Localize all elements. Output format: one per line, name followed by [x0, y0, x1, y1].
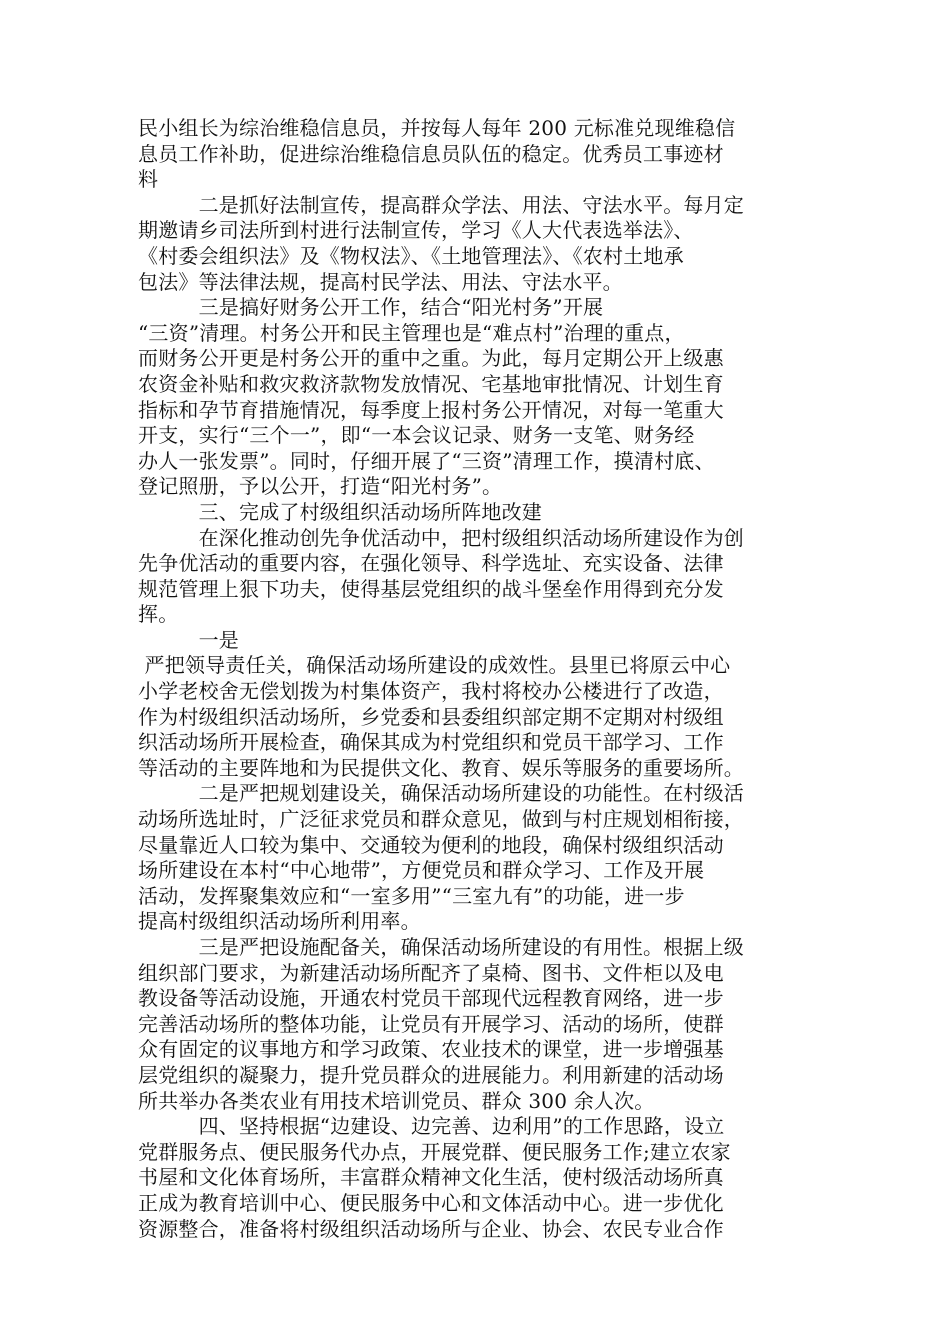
text-line: 严把领导责任关，确保活动场所建设的成效性。县里已将原云中心: [138, 653, 731, 678]
text-line: 包法》等法律法规，提高村民学法、用法、守法水平。: [138, 269, 623, 294]
text-line: 四、坚持根据“边建设、边完善、边利用”的工作思路，设立: [138, 1114, 725, 1139]
text-line: 党群服务点、便民服务代办点，开展党群、便民服务工作;建立农家: [138, 1139, 731, 1164]
text-line: 在深化推动创先争优活动中，把村级组织活动场所建设作为创: [138, 525, 744, 550]
text-line: 提高村级组织活动场所利用率。: [138, 909, 421, 934]
text-line: 层党组织的凝聚力，提升党员群众的进展能力。利用新建的活动场: [138, 1062, 724, 1087]
text-line: 正成为教育培训中心、便民服务中心和文体活动中心。进一步优化: [138, 1190, 724, 1215]
text-line: 资源整合，准备将村级组织活动场所与企业、协会、农民专业合作: [138, 1216, 724, 1241]
text-line: 活动，发挥聚集效应和“一室多用”“三室九有”的功能，进一步: [138, 883, 685, 908]
text-line: 小学老校舍无偿划拨为村集体资产，我村将校办公楼进行了改造，: [138, 679, 724, 704]
text-line: 农资金补贴和救灾救济款物发放情况、宅基地审批情况、计划生育: [138, 371, 724, 396]
text-line: 指标和孕节育措施情况，每季度上报村务公开情况，对每一笔重大: [138, 397, 724, 422]
text-line: 民小组长为综治维稳信息员，并按每人每年 200 元标准兑现维稳信: [138, 116, 736, 140]
text-line: 规范管理上狠下功夫，使得基层党组织的战斗堡垒作用得到充分发: [138, 576, 724, 601]
text-line: 二是抓好法制宣传，提高群众学法、用法、守法水平。每月定: [138, 192, 744, 217]
text-line: 作为村级组织活动场所，乡党委和县委组织部定期不定期对村级组: [138, 704, 724, 729]
text-line: “三资”清理。村务公开和民主管理也是“难点村”治理的重点，: [138, 320, 685, 345]
text-line: 三、完成了村级组织活动场所阵地改建: [138, 499, 542, 524]
text-line: 挥。: [138, 602, 179, 627]
text-line: 众有固定的议事地方和学习政策、农业技术的课堂，进一步增强基: [138, 1037, 724, 1062]
text-line: 《村委会组织法》及《物权法》、《土地管理法》、《农村土地承: [138, 243, 684, 268]
text-line: 所共举办各类农业有用技术培训党员、群众 300 余人次。: [138, 1088, 655, 1113]
text-line: 教设备等活动设施，开通农村党员干部现代远程教育网络，进一步: [138, 986, 724, 1011]
text-line: 尽量靠近人口较为集中、交通较为便利的地段，确保村级组织活动: [138, 832, 724, 857]
text-line: 开支，实行“三个一”，即“一本会议记录、财务一支笔、财务经: [138, 423, 695, 448]
document-body: [138, 116, 822, 1242]
text-line: 登记照册，予以公开，打造“阳光村务”。: [138, 474, 503, 499]
text-line: 息员工作补助，促进综治维稳信息员队伍的稳定。优秀员工事迹材: [138, 141, 724, 166]
text-line: 场所建设在本村“中心地带”，方便党员和群众学习、工作及开展: [138, 858, 705, 883]
text-line: 组织部门要求，为新建活动场所配齐了桌椅、图书、文件柜以及电: [138, 960, 724, 985]
text-line: 先争优活动的重要内容，在强化领导、科学选址、充实设备、法律: [138, 551, 724, 576]
text-line: 三是搞好财务公开工作，结合“阳光村务”开展: [138, 295, 604, 320]
text-line: 料: [138, 167, 159, 192]
text-line: 办人一张发票”。同时，仔细开展了“三资”清理工作，摸清村底、: [138, 448, 715, 473]
text-line: 期邀请乡司法所到村进行法制宣传，学习《人大代表选举法》、: [138, 218, 694, 243]
text-line: 等活动的主要阵地和为民提供文化、教育、娱乐等服务的重要场所。: [138, 755, 744, 780]
text-line: 二是严把规划建设关，确保活动场所建设的功能性。在村级活: [138, 781, 744, 806]
text-line: 三是严把设施配备关，确保活动场所建设的有用性。根据上级: [138, 935, 744, 959]
text-line: 而财务公开更是村务公开的重中之重。为此，每月定期公开上级惠: [138, 346, 724, 371]
text-line: 动场所选址时，广泛征求党员和群众意见，做到与村庄规划相衔接，: [138, 807, 744, 832]
text-line: 书屋和文化体育场所，丰富群众精神文化生活，使村级活动场所真: [138, 1165, 724, 1190]
text-line: 完善活动场所的整体功能，让党员有开展学习、活动的场所，使群: [138, 1011, 724, 1036]
text-line: 织活动场所开展检查，确保其成为村党组织和党员干部学习、工作: [138, 730, 724, 755]
text-line: 一是: [138, 627, 239, 652]
